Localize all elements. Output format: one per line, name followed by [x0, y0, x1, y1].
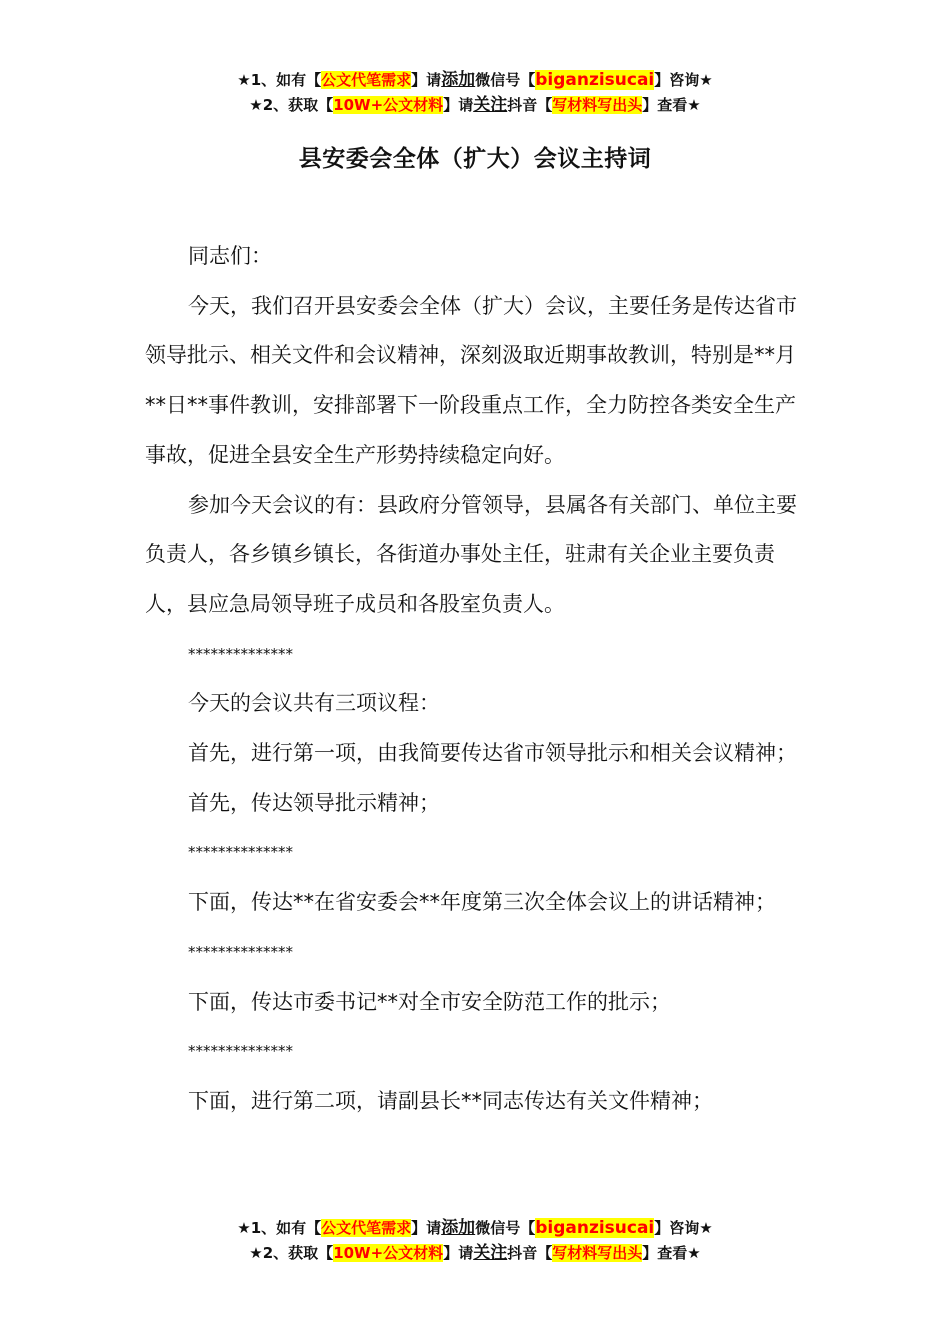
promo-text: ★1、如有【: [237, 71, 322, 89]
douyin-id-highlight: 写材料写出头: [552, 1244, 643, 1262]
promo-underline: 添加: [441, 70, 476, 90]
document-title: 县安委会全体（扩大）会议主持词: [298, 146, 652, 172]
promo-text: 抖音【: [507, 1244, 553, 1262]
promo-text: 】请: [411, 1219, 442, 1237]
promo-underline: 添加: [441, 1218, 476, 1238]
promo-line-2: [0, 1241, 950, 1266]
promo-underline: 关注: [473, 95, 508, 115]
document-body: [145, 232, 813, 1127]
promo-text: 抖音【: [507, 96, 553, 114]
paragraph: 首先，进行第一项，由我简要传达省市领导批示和相关会议精神；: [188, 741, 797, 766]
promo-text: 】请: [443, 1244, 474, 1262]
separator-stars: **************: [188, 843, 293, 862]
promo-text: ★2、获取【: [249, 96, 334, 114]
separator-stars: **************: [188, 1042, 293, 1061]
promo-line-2: [0, 93, 950, 118]
promo-line-1: [0, 1216, 950, 1241]
paragraph: 今天，我们召开县安委会全体（扩大）会议，主要任务是传达省市领导批示、相关文件和会议精神，深刻汲取近期事故教训，特别是**月**日**事件教训，安排部署下一阶段重点工作，全力防控各类安全生产事故，促进全县安全生产形势持续稳定向好。: [145, 293, 797, 467]
promo-text: ★1、如有【: [237, 1219, 322, 1237]
wechat-id-highlight: biganzisucai: [535, 70, 655, 90]
promo-text: 微信号【: [475, 1219, 536, 1237]
separator-stars: **************: [188, 942, 293, 961]
promo-highlight: 10W+公文材料: [333, 96, 444, 114]
promo-text: 】请: [411, 71, 442, 89]
promo-line-1: [0, 68, 950, 93]
promo-text: 微信号【: [475, 71, 536, 89]
paragraph: 下面，进行第二项，请副县长**同志传达有关文件精神；: [188, 1088, 713, 1113]
promo-text: 】请: [443, 96, 474, 114]
paragraph: 同志们：: [188, 244, 272, 268]
separator-stars: **************: [188, 644, 293, 663]
promo-banner-top: [0, 68, 950, 118]
promo-text: 】查看★: [642, 96, 701, 114]
paragraph: 参加今天会议的有：县政府分管领导，县属各有关部门、单位主要负责人，各乡镇乡镇长，各街道办事处主任，驻肃有关企业主要负责人，县应急局领导班子成员和各股室负责人。: [145, 492, 797, 616]
paragraph: 今天的会议共有三项议程：: [188, 691, 440, 716]
douyin-id-highlight: 写材料写出头: [552, 96, 643, 114]
paragraph: 首先，传达领导批示精神；: [188, 790, 440, 815]
promo-underline: 关注: [473, 1243, 508, 1263]
paragraph: 下面，传达市委书记**对全市安全防范工作的批示；: [188, 989, 671, 1014]
promo-text: 】咨询★: [654, 1219, 713, 1237]
promo-highlight: 公文代笔需求: [321, 1219, 412, 1237]
promo-text: ★2、获取【: [249, 1244, 334, 1262]
promo-highlight: 公文代笔需求: [321, 71, 412, 89]
promo-banner-bottom: [0, 1216, 950, 1266]
promo-highlight: 10W+公文材料: [333, 1244, 444, 1262]
promo-text: 】查看★: [642, 1244, 701, 1262]
promo-text: 】咨询★: [654, 71, 713, 89]
paragraph: 下面，传达**在省安委会**年度第三次全体会议上的讲话精神；: [188, 890, 776, 915]
wechat-id-highlight: biganzisucai: [535, 1218, 655, 1238]
